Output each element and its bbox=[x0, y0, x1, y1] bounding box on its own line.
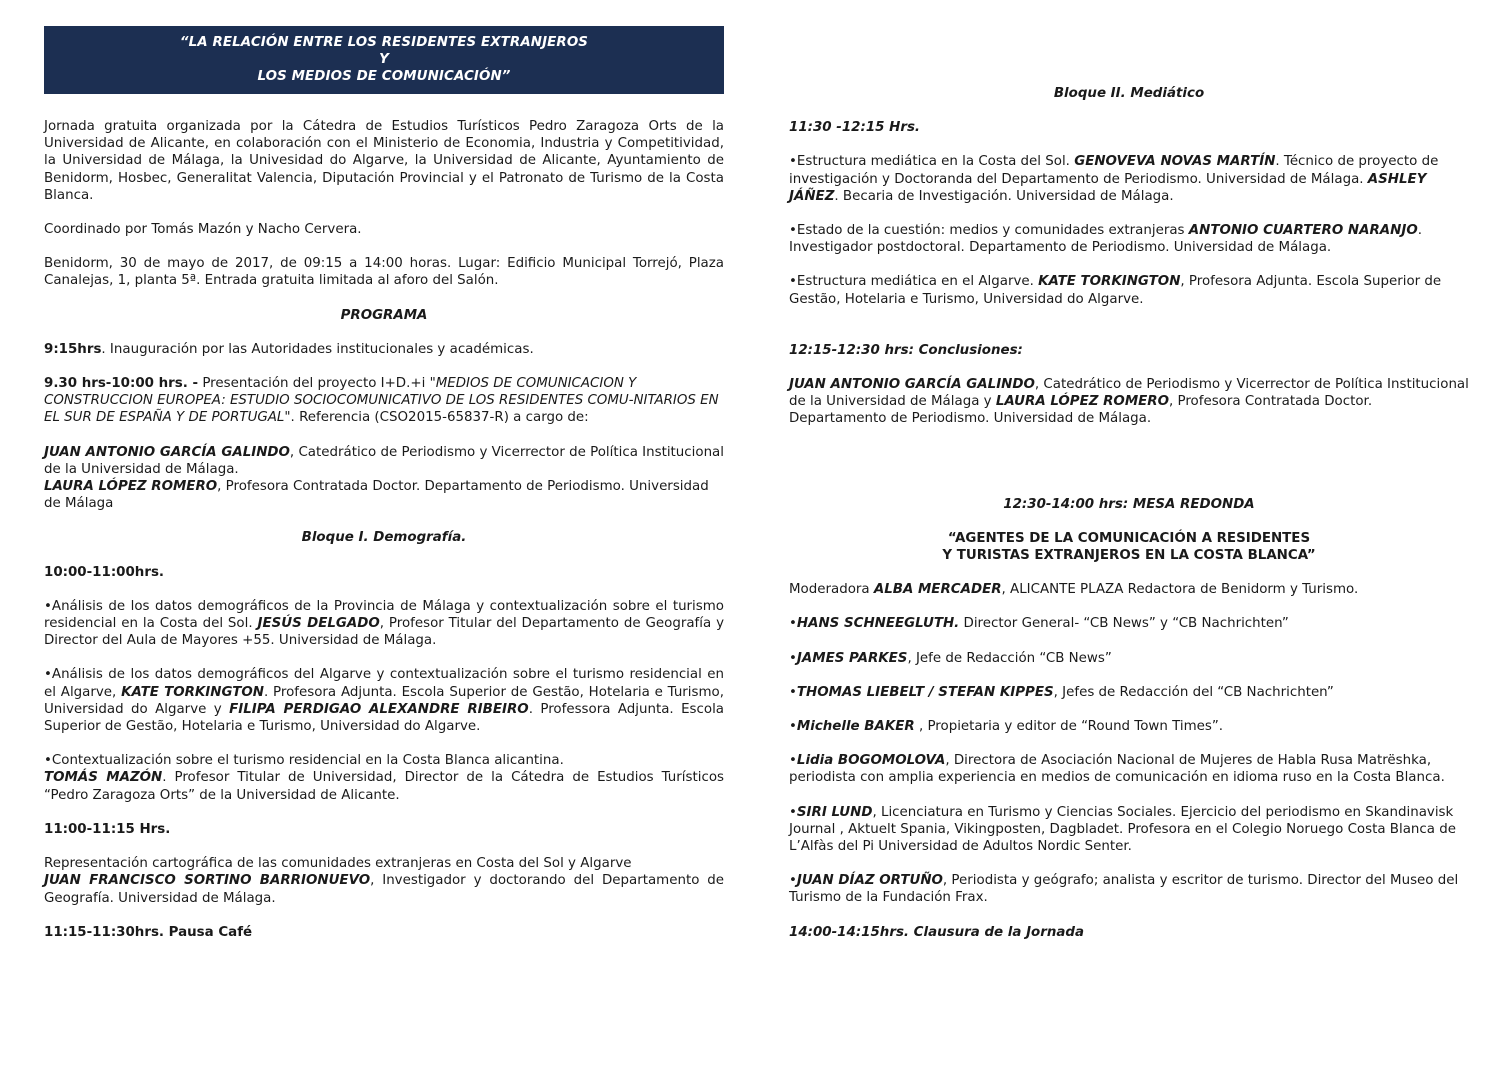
session-presentacion bbox=[44, 375, 724, 427]
speaker-name: KATE TORKINGTON bbox=[1038, 274, 1181, 290]
conclusiones-speakers bbox=[789, 376, 1469, 428]
item-text: , Directora de Asociación Nacional de Mujeres de Habla Rusa Matrëshka, periodista con amplia experiencia en medios de comunicación en idioma ruso en la Costa Blanca. bbox=[789, 753, 1445, 786]
speaker-name: JUAN ANTONIO GARCÍA GALINDO bbox=[789, 377, 1035, 393]
item-text: . Profesora Adjunta. Escola Superior de Gestão, Hotelaria e Turismo, Universidad do Algarve y bbox=[44, 684, 725, 717]
item-text: Contextualización sobre el turismo residencial en la Costa Blanca alicantina. bbox=[51, 753, 564, 769]
item-text: Estructura mediática en el Algarve. bbox=[796, 274, 1039, 290]
session-time: 11:30 -12:15 Hrs. bbox=[789, 120, 920, 136]
speaker-name: KATE TORKINGTON bbox=[121, 684, 264, 700]
item-text: . Profesor Titular de Universidad, Director de la Cátedra de Estudios Turísticos “Pedro Zaragoza Orts” de la Universidad de Alicante. bbox=[44, 770, 724, 803]
bloque-2-heading: Bloque II. Mediático bbox=[1053, 86, 1205, 101]
title-line-2: Y bbox=[379, 52, 389, 67]
item-text: Análisis de los datos demográficos del Algarve y contextualización sobre el turismo residencial en el Algarve, bbox=[44, 667, 724, 700]
conclusiones-heading: 12:15-12:30 hrs: Conclusiones: bbox=[789, 342, 1023, 358]
item-text: . Técnico de proyecto de investigación y Doctoranda del Departamento de Periodismo. Universidad de Málaga. bbox=[789, 154, 1439, 187]
bullet-glyph: • bbox=[44, 753, 52, 769]
bullet-item bbox=[789, 273, 1469, 307]
speaker-1 bbox=[44, 444, 724, 478]
bullet-glyph: • bbox=[789, 223, 797, 239]
bullet-glyph: • bbox=[789, 154, 797, 170]
panelist-item bbox=[789, 684, 1469, 701]
speaker-name: LAURA LÓPEZ ROMERO bbox=[995, 394, 1169, 410]
item-text: . Becaria de Investigación. Universidad de Málaga. bbox=[834, 188, 1174, 204]
clausura-heading: 14:00-14:15hrs. Clausura de la Jornada bbox=[789, 924, 1085, 940]
item-text: , Investigador y doctorando del Departamento de Geografía. Universidad de Málaga. bbox=[44, 873, 725, 906]
speaker-name: Lidia BOGOMOLOVA bbox=[796, 753, 946, 769]
bloque-1-heading: Bloque I. Demografía. bbox=[301, 530, 467, 546]
title-line-1: “LA RELACIÓN ENTRE LOS RESIDENTES EXTRANJEROS bbox=[179, 35, 589, 50]
panelist-item bbox=[789, 872, 1469, 906]
session-cartografia bbox=[44, 855, 724, 907]
panelist-item bbox=[789, 804, 1469, 856]
item-text: , Jefe de Redacción “CB News” bbox=[907, 650, 1112, 666]
speaker-name: ANTONIO CUARTERO NARANJO bbox=[1188, 223, 1418, 239]
item-text: , Propietaria y editor de “Round Town Times”. bbox=[914, 719, 1224, 735]
bullet-item bbox=[789, 222, 1469, 256]
mesa-title-line-1: “AGENTES DE LA COMUNICACIÓN A RESIDENTES bbox=[947, 530, 1311, 546]
mesa-title-line-2: Y TURISTAS EXTRANJEROS EN LA COSTA BLANCA” bbox=[942, 548, 1316, 564]
speaker-name: JUAN FRANCISCO SORTINO BARRIONUEVO bbox=[44, 873, 371, 889]
speaker-name: GENOVEVA NOVAS MARTÍN bbox=[1074, 154, 1276, 170]
session-text: ". Referencia (CSO2015-65837-R) a cargo de: bbox=[284, 410, 589, 426]
panelist-item bbox=[789, 615, 1469, 632]
item-text: , Profesora Adjunta. Escola Superior de Gestão, Hotelaria e Turismo, Universidad do Algarve. bbox=[789, 274, 1442, 307]
item-text: , Jefes de Redacción del “CB Nachrichten” bbox=[1053, 684, 1334, 700]
session-time: 10:00-11:00hrs. bbox=[44, 564, 164, 580]
bullet-glyph: • bbox=[789, 873, 797, 889]
panelist-item bbox=[789, 718, 1469, 735]
moderator bbox=[789, 581, 1469, 598]
item-text: , Profesor Titular del Departamento de Geografía y Director del Aula de Mayores +55. Universidad de Málaga. bbox=[44, 616, 724, 649]
speaker-name: JAMES PARKES bbox=[796, 650, 908, 666]
title-line-3: LOS MEDIOS DE COMUNICACIÓN” bbox=[257, 69, 511, 84]
programa-heading: PROGRAMA bbox=[340, 307, 428, 323]
speaker-name: TOMÁS MAZÓN bbox=[44, 770, 163, 786]
panelist-item bbox=[789, 752, 1469, 786]
speaker-name: Michelle BAKER bbox=[796, 719, 915, 735]
speaker-role: , Catedrático de Periodismo y Vicerrector de Política Institucional de la Universidad de Málaga. bbox=[44, 444, 724, 477]
title-banner bbox=[44, 26, 724, 94]
speaker-name: JUAN DÍAZ ORTUÑO bbox=[796, 873, 943, 889]
speaker-name: LAURA LÓPEZ ROMERO bbox=[44, 479, 218, 495]
speaker-name: FILIPA PERDIGAO ALEXANDRE RIBEIRO bbox=[229, 701, 529, 717]
item-text: . Investigador postdoctoral. Departamento de Periodismo. Universidad de Málaga. bbox=[789, 223, 1422, 256]
bullet-item bbox=[44, 598, 724, 650]
bullet-item bbox=[44, 752, 724, 804]
venue-info: Benidorm, 30 de mayo de 2017, de 09:15 a 14:00 horas. Lugar: Edificio Municipal Torrejó, Plaza Canalejas, 1, planta 5ª. Entrada gratuita limitada al aforo del Salón. bbox=[44, 256, 724, 289]
item-text: , Catedrático de Periodismo y Vicerrector de Política Institucional de la Universidad de Málaga y bbox=[789, 377, 1469, 410]
bullet-glyph: • bbox=[44, 598, 52, 614]
speaker-name: HANS SCHNEEGLUTH. bbox=[796, 616, 960, 632]
bullet-glyph: • bbox=[789, 804, 797, 820]
speaker-name: THOMAS LIEBELT / STEFAN KIPPES bbox=[796, 684, 1054, 700]
item-text: Moderadora bbox=[789, 582, 874, 598]
bullet-glyph: • bbox=[789, 616, 797, 632]
bullet-glyph: • bbox=[789, 274, 797, 290]
coordinators: Coordinado por Tomás Mazón y Nacho Cervera. bbox=[44, 222, 362, 238]
left-column bbox=[44, 26, 724, 958]
bullet-glyph: • bbox=[789, 650, 797, 666]
bullet-glyph: • bbox=[44, 667, 52, 683]
session-inauguracion bbox=[44, 341, 724, 358]
item-text: Estado de la cuestión: medios y comunidades extranjeras bbox=[796, 223, 1189, 239]
panelist-item bbox=[789, 650, 1469, 667]
mesa-redonda-heading: 12:30-14:00 hrs: MESA REDONDA bbox=[1003, 496, 1255, 512]
bullet-item bbox=[44, 666, 724, 735]
speaker-name: ALBA MERCADER bbox=[873, 582, 1002, 598]
item-text: , ALICANTE PLAZA Redactora de Benidorm y Turismo. bbox=[1001, 582, 1359, 598]
bullet-glyph: • bbox=[789, 719, 797, 735]
item-text: , Periodista y geógrafo; analista y escritor de turismo. Director del Museo del Turismo de la Fundación Frax. bbox=[789, 873, 1459, 906]
session-text: Presentación del proyecto I+D.+i bbox=[198, 376, 430, 392]
speaker-name: JUAN ANTONIO GARCÍA GALINDO bbox=[44, 444, 290, 460]
item-text: Representación cartográfica de las comunidades extranjeras en Costa del Sol y Algarve bbox=[44, 856, 632, 872]
item-text: , Profesora Contratada Doctor. Departamento de Periodismo. Universidad de Málaga. bbox=[789, 394, 1373, 427]
item-text: , Licenciatura en Turismo y Ciencias Sociales. Ejercicio del periodismo en Skandinavisk Journal , Aktuelt Spania, Vikingposten, Dagbladet. Profesora en el Colegio Noruego Costa Blanca de L’Alfàs del Pi Universidad de Adultos Nordic Senter. bbox=[789, 804, 1456, 855]
bullet-glyph: • bbox=[789, 753, 797, 769]
item-text: . Professora Adjunta. Escola Superior de Gestão, Hotelaria e Turismo, Universidad do Algarve. bbox=[44, 701, 725, 735]
speaker-name: ASHLEY JÁÑEZ bbox=[789, 171, 1427, 204]
session-time: 9:15hrs bbox=[44, 341, 102, 357]
speaker-name: JESÚS DELGADO bbox=[257, 616, 380, 632]
session-time: 11:00-11:15 Hrs. bbox=[44, 821, 171, 837]
speaker-2 bbox=[44, 478, 724, 512]
intro-paragraph: Jornada gratuita organizada por la Cátedra de Estudios Turísticos Pedro Zaragoza Orts de la Universidad de Alicante, en colaboración con el Ministerio de Economia, Industria y Competitividad, la Universidad de Málaga, la Univesidad do Algarve, la Universidad de Alicante, Ayuntamiento de Benidorm, Hosbec, Generalitat Valencia, Diputación Provincial y el Patronato de Turismo de la Costa Blanca. bbox=[44, 119, 724, 203]
session-text: . Inauguración por las Autoridades institucionales y académicas. bbox=[101, 341, 534, 357]
project-title: "MEDIOS DE COMUNICACION Y CONSTRUCCION EUROPEA: ESTUDIO SOCIOCOMUNICATIVO DE LOS RESIDENTES COMU-NITARIOS EN EL SUR DE ESPAÑA Y DE PORTUGAL bbox=[44, 376, 719, 426]
speaker-role: , Profesora Contratada Doctor. Departamento de Periodismo. Universidad de Málaga bbox=[44, 479, 709, 512]
session-pausa-cafe: 11:15-11:30hrs. Pausa Café bbox=[44, 924, 253, 940]
session-time: 9.30 hrs-10:00 hrs. - bbox=[44, 376, 199, 392]
right-column bbox=[789, 85, 1469, 958]
mesa-redonda-title bbox=[789, 530, 1469, 564]
item-text: Estructura mediática en la Costa del Sol. bbox=[796, 154, 1075, 170]
bullet-glyph: • bbox=[789, 684, 797, 700]
speaker-name: SIRI LUND bbox=[796, 804, 873, 820]
bullet-item bbox=[789, 153, 1469, 205]
item-text: Análisis de los datos demográficos de la Provincia de Málaga y contextualización sobre el turismo residencial en la Costa del Sol. bbox=[44, 598, 724, 632]
item-text: Director General- “CB News” y “CB Nachrichten” bbox=[959, 616, 1289, 632]
